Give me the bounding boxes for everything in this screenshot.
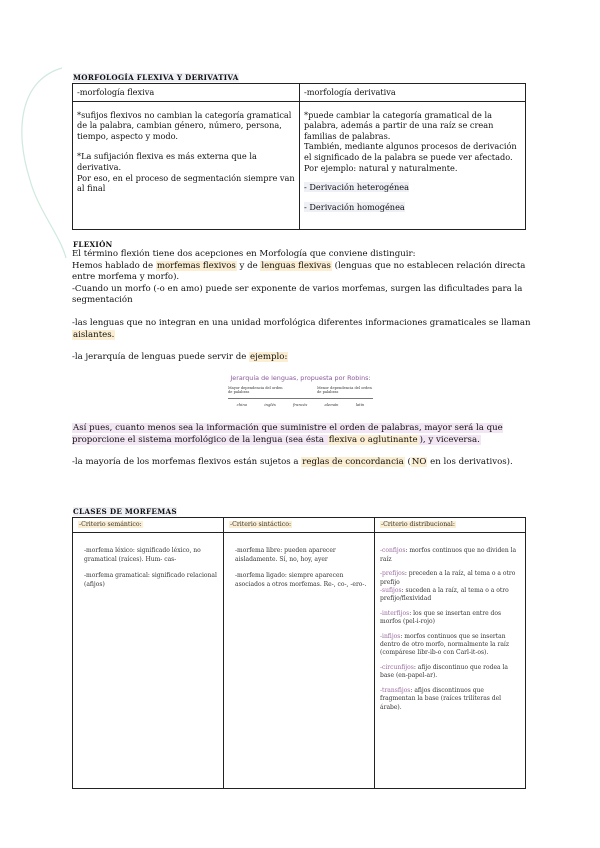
- criterio-semantico-cell: [73, 533, 224, 789]
- flexion-line-3: -Cuando un morfo (-o en amo) puede ser exponente de varios morfemas, surgen las dificultades para la segmentación: [72, 283, 523, 306]
- derivacion-heterogenea: - Derivación heterogénea: [304, 182, 410, 193]
- figure-languages: [228, 402, 373, 407]
- afijo-item: -circunfijos: afijo discontinuo que rodea la base (en-papel-ar).: [380, 663, 508, 680]
- criterio-distribucional-header: -Criterio distribucional:: [375, 518, 526, 533]
- flexion-body: [72, 249, 532, 364]
- flexiva-paragraph-2a: *La sufijación flexiva es más externa que la derivativa.: [77, 151, 257, 172]
- lang-label: inglés: [264, 401, 276, 407]
- morfema-lexico: -morfema léxico: significado léxico, no gramatical (raíces). Hum- cas-: [84, 547, 201, 563]
- figure-left-label: Mayor dependencia del orden de palabras: [228, 386, 283, 395]
- flexion-line-4: -las lenguas que no integran en una unidad morfológica diferentes informaciones gramaticales se llaman aislantes.: [72, 317, 531, 340]
- derivativa-paragraph-1: *puede cambiar la categoría gramatical de la palabra, además a partir de una raíz se crean familias de palabras.: [304, 109, 494, 141]
- clases-table: [72, 517, 526, 789]
- morfologia-derivativa-header: -morfología derivativa: [300, 84, 526, 102]
- afijo-item: -sufijos: suceden a la raíz, al tema o a otro prefijo/flexividad: [380, 587, 509, 603]
- flexion-line-2: Hemos hablado de morfemas flexivos y de lenguas flexivas (lenguas que no establecen relación directa entre morfema y morfo).: [72, 260, 526, 283]
- morfologia-flexiva-cell: [73, 101, 300, 229]
- afijo-item: -infijos: morfos continuos que se insertan dentro de otro morfo, normalmente la raíz (compárese libr-ib-o con Carl-it-os).: [380, 632, 510, 657]
- morfologia-flexiva-header: -morfología flexiva: [73, 84, 300, 102]
- flexion-line-5: -la jerarquía de lenguas puede servir de ejemplo:: [72, 352, 288, 363]
- section-title-morfologia: MORFOLOGÍA FLEXIVA Y DERIVATIVA: [73, 73, 239, 82]
- afijo-item: -confijos: morfos continuos que no dividen la raíz: [380, 547, 517, 563]
- criterio-distribucional-cell: [375, 533, 526, 789]
- lang-label: chino: [236, 401, 248, 407]
- lang-label: francés: [293, 401, 308, 407]
- flexion-line-6: Así pues, cuanto menos sea la información que suministre el orden de palabras, mayor será la que proporcione el sistema morfológico de la lengua (sea ésta flexiva o aglutinante ), y viceversa.: [72, 423, 503, 445]
- lang-label: latín: [355, 401, 365, 407]
- jerarquia-figure: [228, 374, 373, 407]
- section-title-clases: CLASES DE MORFEMAS: [73, 507, 177, 516]
- afijo-item: -interfijos: los que se insertan entre dos morfos (pel-i-rojo): [380, 609, 502, 626]
- afijo-item: -prefijos: preceden a la raíz, al tema o a otro prefijo: [380, 570, 516, 586]
- derivativa-paragraph-2: También, mediante algunos procesos de derivación el significado de la palabra se puede ver afectado. Por ejemplo: natural y naturalmente.: [304, 141, 517, 173]
- flexiva-paragraph-1: *sufijos flexivos no cambian la categoría gramatical de la palabra, cambian género, número, persona, tiempo, aspecto y modo.: [77, 109, 292, 141]
- lang-label: alemán: [324, 401, 339, 407]
- figure-right-label: Menor dependencia del orden de palabras: [317, 386, 372, 395]
- flexion-conclusion: [72, 423, 532, 469]
- morfologia-table: [72, 83, 526, 230]
- margin-decoration: [0, 60, 70, 260]
- flexion-line-1: El término flexión tiene dos acepciones en Morfología que conviene distinguir:: [72, 249, 416, 259]
- flexiva-paragraph-2b: Por eso, en el proceso de segmentación siempre van al final: [77, 172, 295, 194]
- morfema-gramatical: -morfema gramatical: significado relacional (afijos): [84, 572, 217, 588]
- morfema-ligado: -morfema ligado: siempre aparecen asociados a otros morfemas. Re-, co-, -ero-.: [235, 572, 367, 588]
- section-title-flexion: FLEXIÓN: [73, 240, 113, 249]
- criterio-sintactico-header: -Criterio sintáctico:: [224, 518, 375, 533]
- criterio-semantico-header: -Criterio semántico:: [73, 518, 224, 533]
- criterio-sintactico-cell: [224, 533, 375, 789]
- figure-title: Jerarquía de lenguas, propuesta por Robins:: [230, 374, 371, 382]
- flexion-line-7: -la mayoría de los morfemas flexivos están sujetos a reglas de concordancia (NO en los derivativos).: [72, 457, 513, 468]
- derivacion-homogenea: - Derivación homogénea: [304, 201, 405, 212]
- morfologia-derivativa-cell: [300, 101, 526, 229]
- morfema-libre: -morfema libre: pueden aparecer aisladamente. Sí, no, hoy, ayer: [235, 547, 336, 563]
- afijo-item: -transfijos: afijos discontinuos que fragmentan la base (raíces trilíteras del árabe).: [380, 686, 502, 711]
